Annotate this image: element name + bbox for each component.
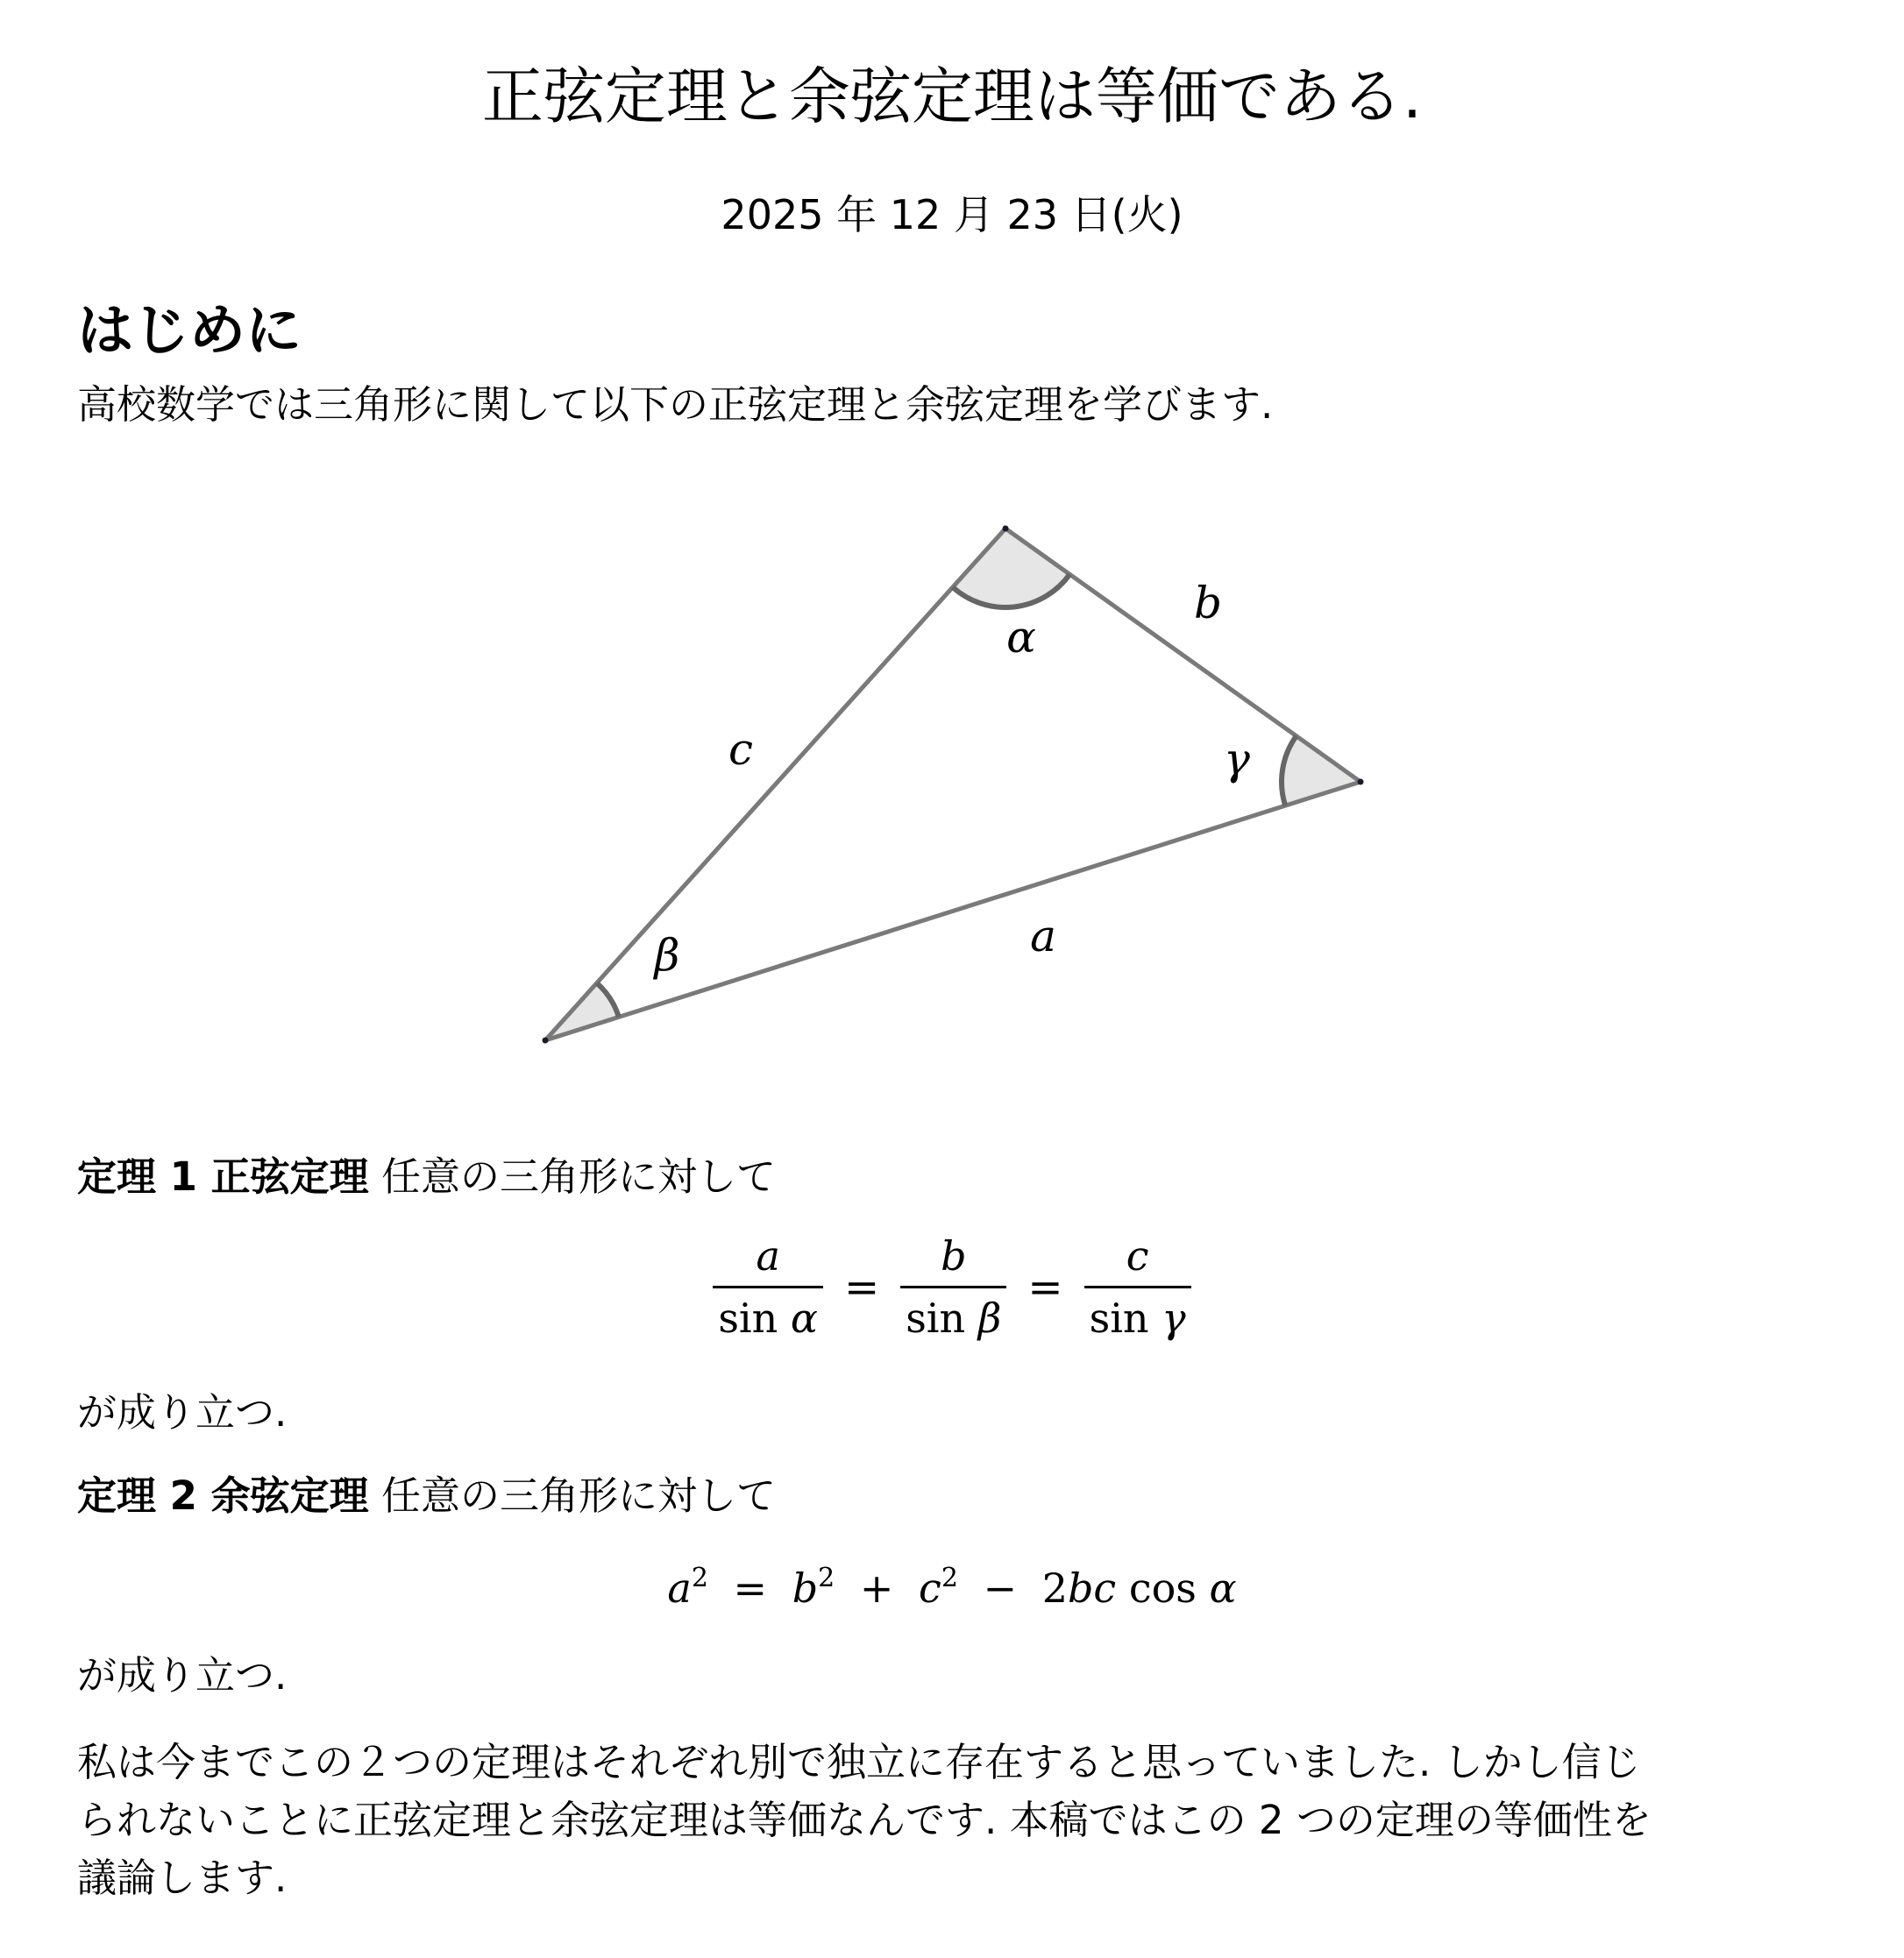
- vertex-c-point: [1358, 779, 1364, 785]
- theorem-2-label: 定理 2 余弦定理: [77, 1472, 369, 1519]
- fraction-b-over-sin-beta: [900, 1231, 1006, 1343]
- vertex-b-point: [543, 1038, 549, 1044]
- document-title: 正弦定理と余弦定理は等価である.: [481, 60, 1423, 132]
- alpha-symbol: α: [790, 1295, 818, 1342]
- theorem-2-conclusion: が成り立つ.: [77, 1652, 288, 1699]
- exponent: 2: [818, 1563, 835, 1593]
- sin-function: sin: [718, 1295, 778, 1342]
- denominator-sin-alpha: [713, 1288, 823, 1343]
- denominator-sin-gamma: [1084, 1288, 1191, 1343]
- angle-label-beta: β: [654, 930, 680, 981]
- coefficient: 2: [1041, 1564, 1068, 1612]
- side-label-c: c: [728, 724, 754, 775]
- theorem-2: [77, 1470, 776, 1522]
- numerator-a: a: [756, 1232, 780, 1280]
- exponent: 2: [941, 1563, 958, 1593]
- angle-label-gamma: γ: [1224, 734, 1250, 784]
- exponent: 2: [691, 1563, 708, 1593]
- intro-text: 高校数学では三角形に関して以下の正弦定理と余弦定理を学びます.: [77, 381, 1274, 428]
- fraction-c-over-sin-gamma: [1084, 1231, 1191, 1343]
- equals-sign: =: [733, 1564, 768, 1612]
- side-c-line: [545, 529, 1005, 1040]
- angle-label-alpha: α: [1006, 612, 1036, 663]
- equals-sign: =: [1027, 1262, 1063, 1312]
- paragraph-line: 私は今までこの２つの定理はそれぞれ別で独立に存在すると思っていました. しかし信じ: [77, 1739, 1641, 1785]
- term-b: b: [792, 1564, 819, 1612]
- gamma-symbol: γ: [1162, 1295, 1186, 1342]
- theorem-1: [77, 1151, 776, 1203]
- minus-sign: −: [983, 1564, 1018, 1612]
- term-bc: bc: [1067, 1564, 1117, 1612]
- sin-function: sin: [906, 1295, 966, 1342]
- vertex-a-point: [1003, 526, 1009, 532]
- side-a-line: [545, 782, 1361, 1040]
- cosine-rule-equation: [0, 1560, 1904, 1616]
- beta-symbol: β: [977, 1295, 1002, 1342]
- side-label-a: a: [1030, 911, 1056, 961]
- cos-function: cos: [1128, 1564, 1197, 1612]
- paragraph-line: 議論します.: [77, 1855, 288, 1901]
- theorem-1-statement: 任意の三角形に対して: [380, 1153, 776, 1200]
- theorem-1-conclusion: が成り立つ.: [77, 1389, 288, 1436]
- lhs-a: a: [667, 1564, 692, 1612]
- fraction-a-over-sin-alpha: [713, 1231, 823, 1343]
- document-date: 2025 年 12 月 23 日(火): [721, 191, 1183, 238]
- closing-paragraph: [77, 1734, 1830, 1907]
- denominator-sin-beta: [900, 1288, 1006, 1343]
- numerator-b: b: [941, 1232, 967, 1280]
- paragraph-line: られないことに正弦定理と余弦定理は等価なんです. 本稿ではこの 2 つの定理の等価性を: [77, 1797, 1652, 1843]
- equals-sign: =: [843, 1262, 880, 1312]
- sine-rule-equation: [0, 1231, 1904, 1343]
- term-c: c: [919, 1564, 941, 1612]
- section-heading-intro: はじめに: [77, 299, 302, 364]
- alpha-symbol: α: [1209, 1564, 1237, 1612]
- numerator-c: c: [1126, 1232, 1149, 1280]
- sin-function: sin: [1089, 1295, 1149, 1342]
- side-label-b: b: [1193, 578, 1223, 628]
- theorem-1-label: 定理 1 正弦定理: [77, 1153, 369, 1200]
- plus-sign: +: [859, 1564, 894, 1612]
- side-b-line: [1005, 529, 1361, 782]
- theorem-2-statement: 任意の三角形に対して: [380, 1472, 776, 1519]
